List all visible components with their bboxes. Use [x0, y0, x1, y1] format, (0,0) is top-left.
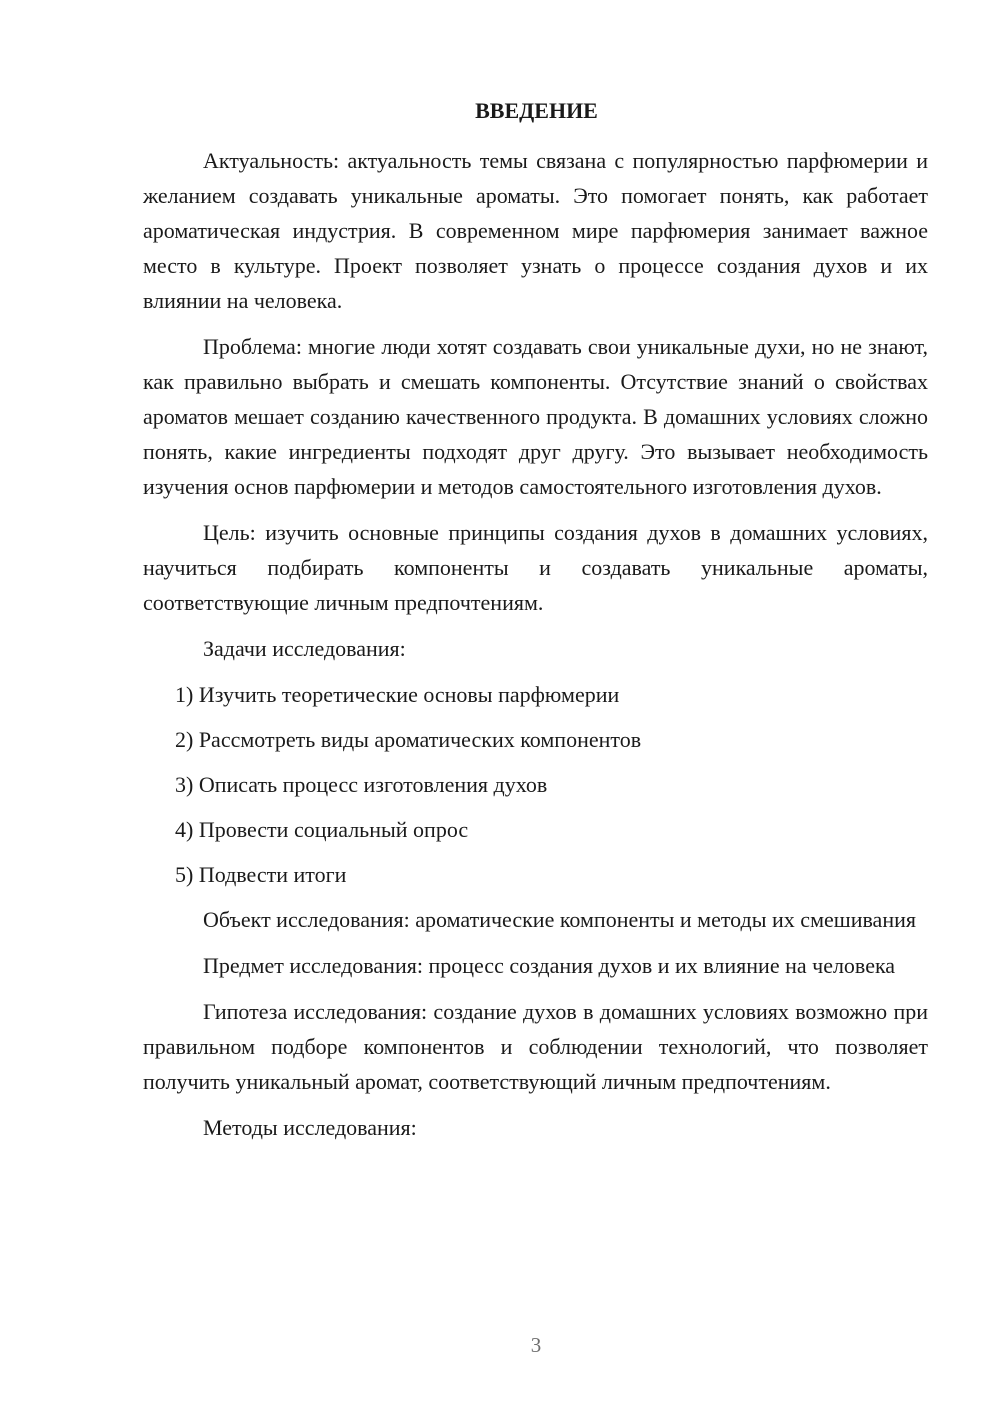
page-number: 3: [530, 1333, 542, 1357]
section-title: ВВЕДЕНИЕ: [475, 98, 598, 123]
tasks-list: [143, 677, 928, 892]
subject-paragraph: Предмет исследования: процесс создания духов и их влияние на человека: [203, 953, 896, 978]
list-item: 3) Описать процесс изготовления духов: [175, 772, 548, 797]
list-item: 4) Провести социальный опрос: [175, 817, 469, 842]
tasks-heading: Задачи исследования:: [203, 636, 406, 661]
object-paragraph: Объект исследования: ароматические компоненты и методы их смешивания: [203, 907, 916, 932]
goal-paragraph: Цель: изучить основные принципы создания духов в домашних условиях, научиться подбирать компоненты и создавать уникальные ароматы, соответствующие личным предпочтениям.: [143, 520, 928, 615]
methods-heading: Методы исследования:: [203, 1115, 417, 1140]
problem-paragraph: Проблема: многие люди хотят создавать свои уникальные духи, но не знают, как правильно выбрать и смешать компоненты. Отсутствие знаний о свойствах ароматов мешает созданию качественного продукта. В домашних условиях сложно понять, какие ингредиенты подходят друг другу. Это вызывает необходимость изучения основ парфюмерии и методов самостоятельного изготовления духов.: [143, 334, 928, 499]
list-item: 2) Рассмотреть виды ароматических компонентов: [175, 727, 642, 752]
list-item: 1) Изучить теоретические основы парфюмерии: [175, 682, 620, 707]
relevance-paragraph: Актуальность: актуальность темы связана с популярностью парфюмерии и желанием создавать уникальные ароматы. Это помогает понять, как работает ароматическая индустрия. В современном мире парфюмерия занимает важное место в культуре. Проект позволяет узнать о процессе создания духов и их влиянии на человека.: [143, 148, 928, 313]
list-item: 5) Подвести итоги: [175, 862, 347, 887]
page-content: [143, 96, 928, 1156]
hypothesis-paragraph: Гипотеза исследования: создание духов в домашних условиях возможно при правильном подборе компонентов и соблюдении технологий, что позволяет получить уникальный аромат, соответствующий личным предпочтениям.: [143, 999, 928, 1094]
